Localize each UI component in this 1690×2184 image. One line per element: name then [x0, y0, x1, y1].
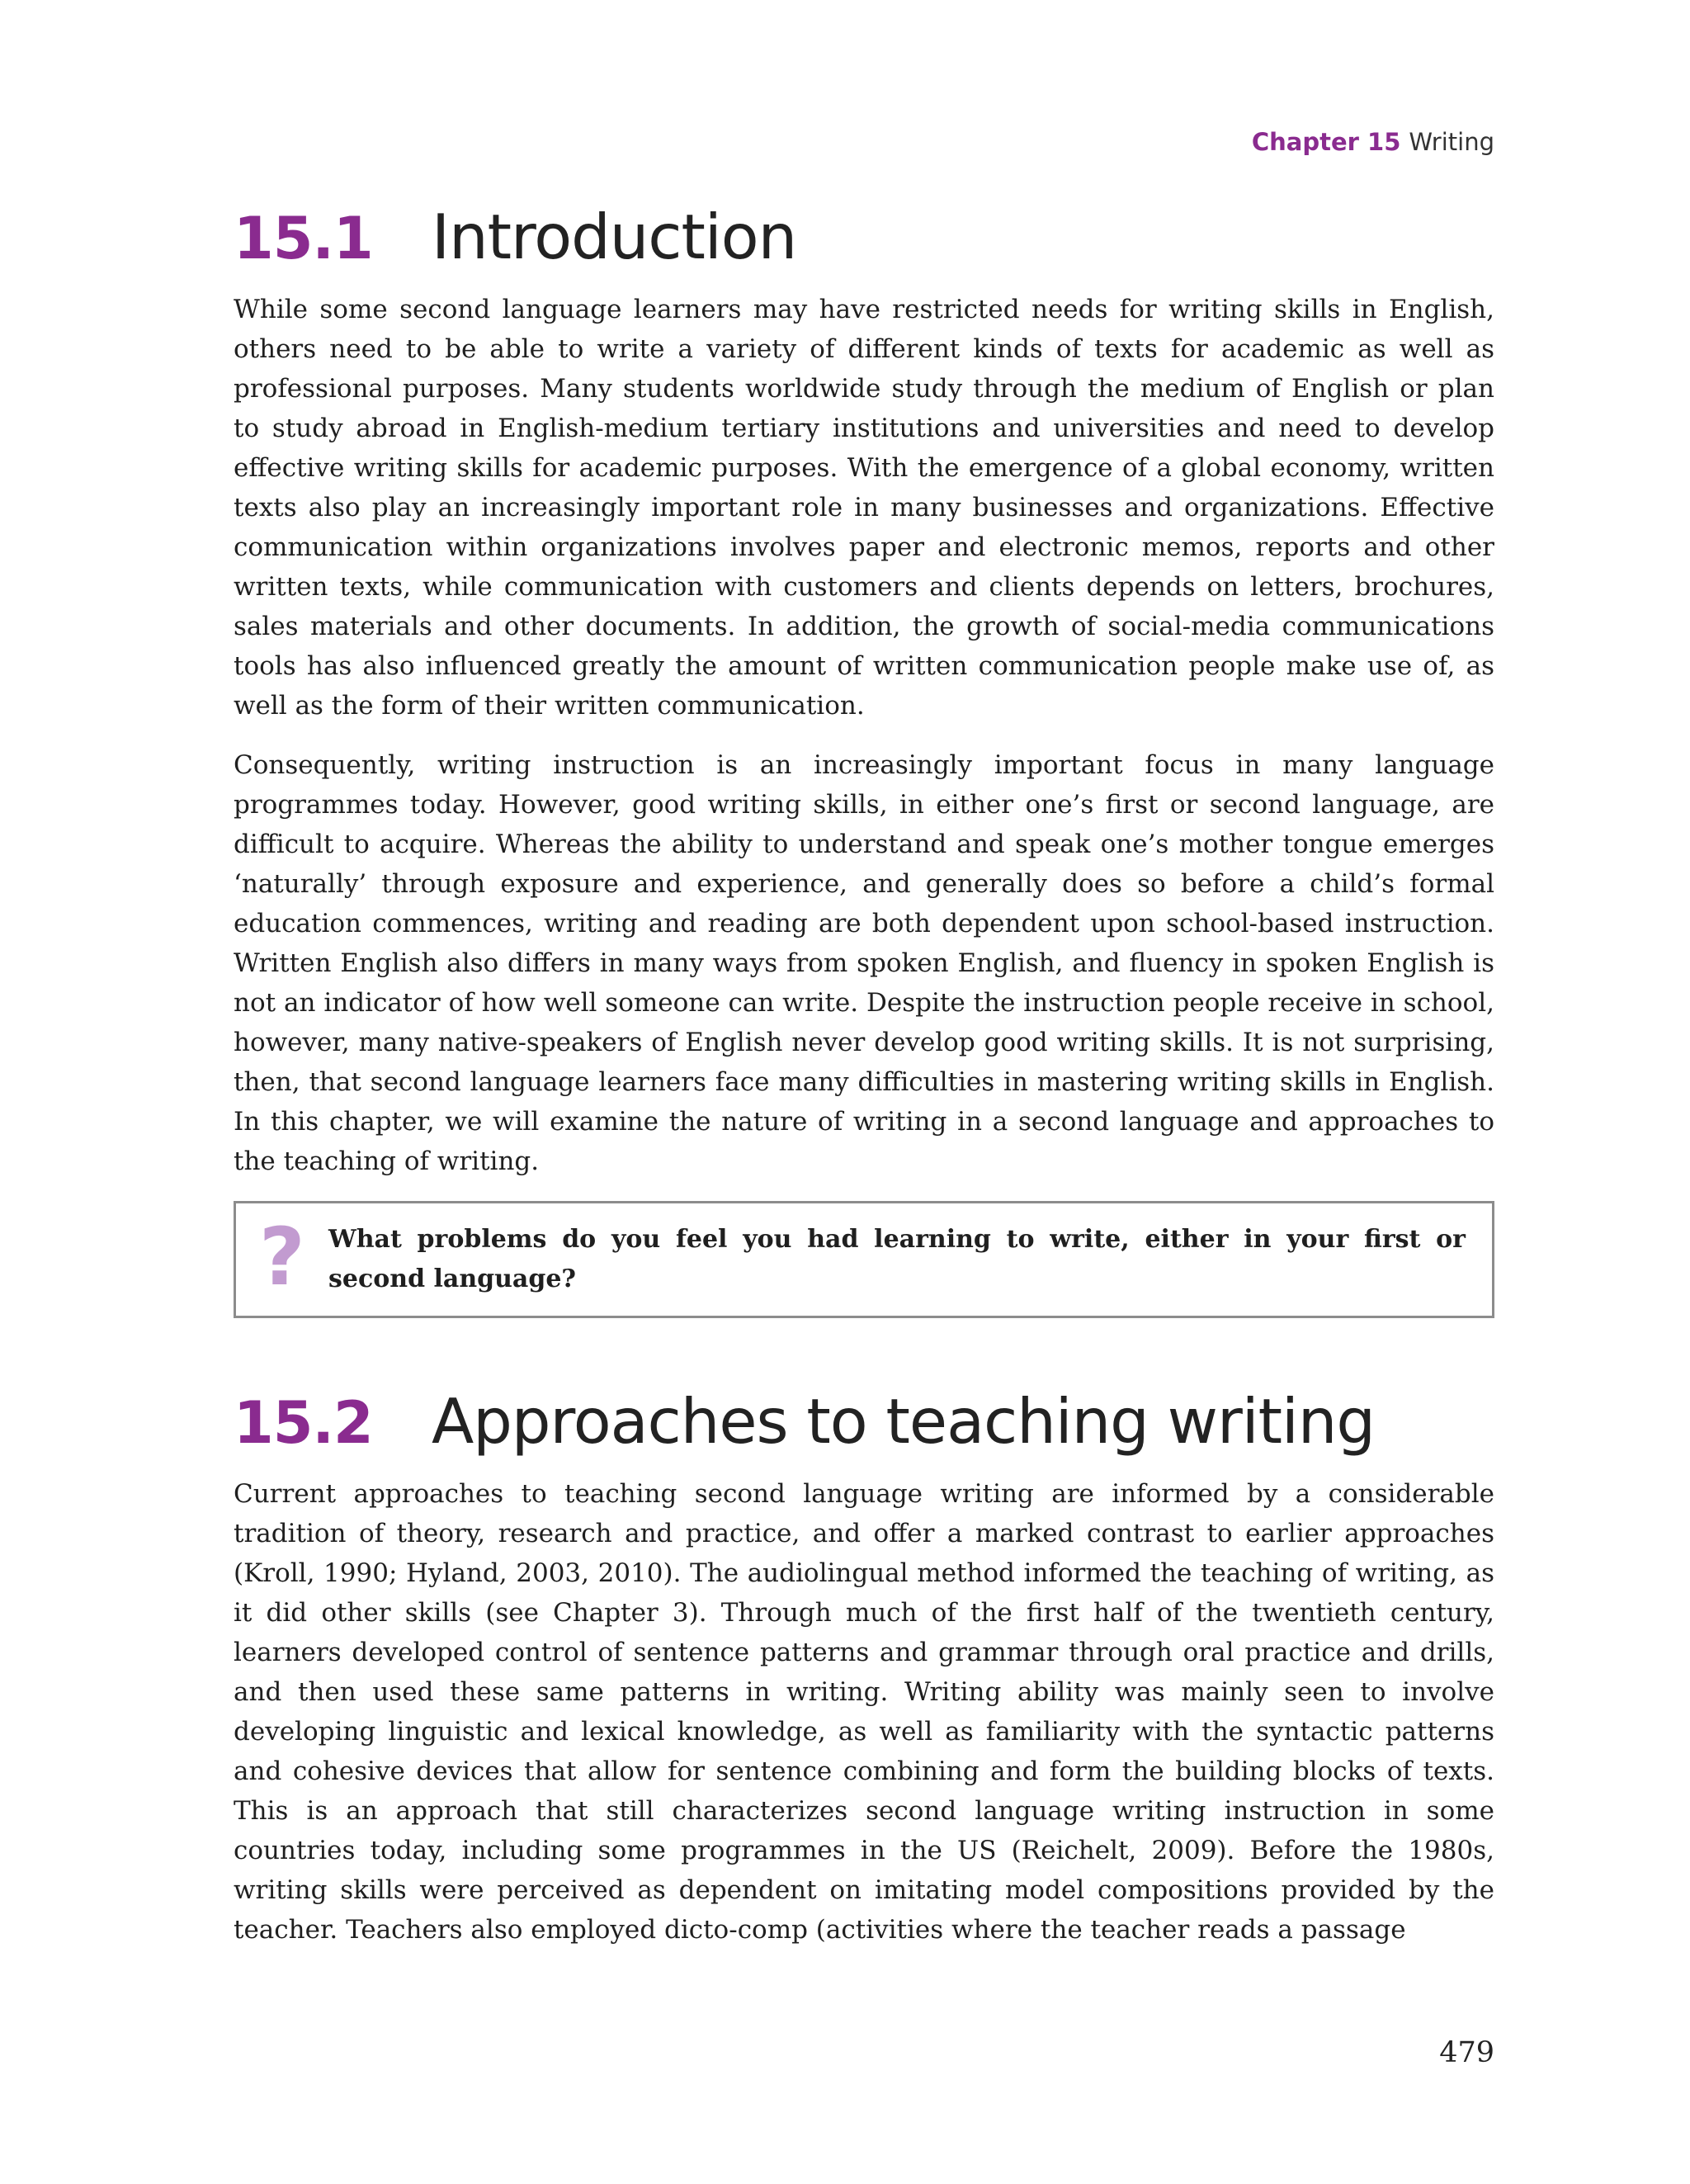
section-heading-2 — [234, 1385, 1494, 1458]
page-content — [234, 201, 1494, 1969]
section-number: 15.1 — [234, 205, 373, 272]
chapter-label: Chapter 15 — [1251, 128, 1401, 156]
section-number: 15.2 — [234, 1389, 373, 1457]
running-head — [1252, 128, 1494, 156]
section-title: Approaches to teaching writing — [432, 1385, 1376, 1458]
paragraph: Consequently, writing instruction is an increasingly important focus in many language programmes today. However, good writing skills, in either one’s first or second language, are difficult to acquire. Whereas the ability to understand and speak one’s mother tongue emerges ‘naturally’ through exposure and experience, and generally does so before a child’s formal education commences, writing and reading are both dependent upon school-based instruction. Written English also differs in many ways from spoken English, and fluency in spoken English is not an indicator of how well someone can write. Despite the instruction people receive in school, however, many native-speakers of English never develop good writing skills. It is not surprising, then, that second language learners face many difficulties in mastering writing skills in English. In this chapter, we will examine the nature of writing in a second language and approaches to the teaching of writing. — [234, 750, 1494, 1176]
paragraph: Current approaches to teaching second language writing are informed by a considerable tradition of theory, research and practice, and offer a marked contrast to earlier approaches (Kroll, 1990; Hyland, 2003, 2010). The audiolingual method informed the teaching of writing, as it did other skills (see Chapter 3). Through much of the first half of the twentieth century, learners developed control of sentence patterns and grammar through oral practice and drills, and then used these same patterns in writing. Writing ability was mainly seen to involve developing linguistic and lexical knowledge, as well as familiarity with the syntactic patterns and cohesive devices that allow for sentence combining and form the building blocks of texts. This is an approach that still characterizes second language writing instruction in some countries today, including some programmes in the US (Reichelt, 2009). Before the 1980s, writing skills were perceived as dependent on imitating model compositions provided by the teacher. Teachers also employed dicto-comp (activities where the teacher reads a passage — [234, 1479, 1494, 1945]
chapter-title: Writing — [1409, 128, 1494, 156]
section-title: Introduction — [432, 201, 797, 273]
question-mark-icon: ? — [259, 1211, 305, 1303]
page-number: 479 — [1439, 2036, 1494, 2069]
question-text: What problems do you feel you had learning to write, either in your first or second language? — [328, 1225, 1466, 1293]
section-heading-1 — [234, 201, 1494, 273]
reflection-question-box — [234, 1201, 1494, 1318]
paragraph: While some second language learners may have restricted needs for writing skills in English, others need to be able to write a variety of different kinds of texts for academic as well as professional purposes. Many students worldwide study through the medium of English or plan to study abroad in English-medium tertiary institutions and universities and need to develop effective writing skills for academic purposes. With the emergence of a global economy, written texts also play an increasingly important role in many businesses and organizations. Effective communication within organizations involves paper and electronic memos, reports and other written texts, while communication with customers and clients depends on letters, brochures, sales materials and other documents. In addition, the growth of social-media communications tools has also influenced greatly the amount of written communication people make use of, as well as the form of their written communication. — [234, 295, 1494, 721]
section-2 — [234, 1385, 1494, 1950]
